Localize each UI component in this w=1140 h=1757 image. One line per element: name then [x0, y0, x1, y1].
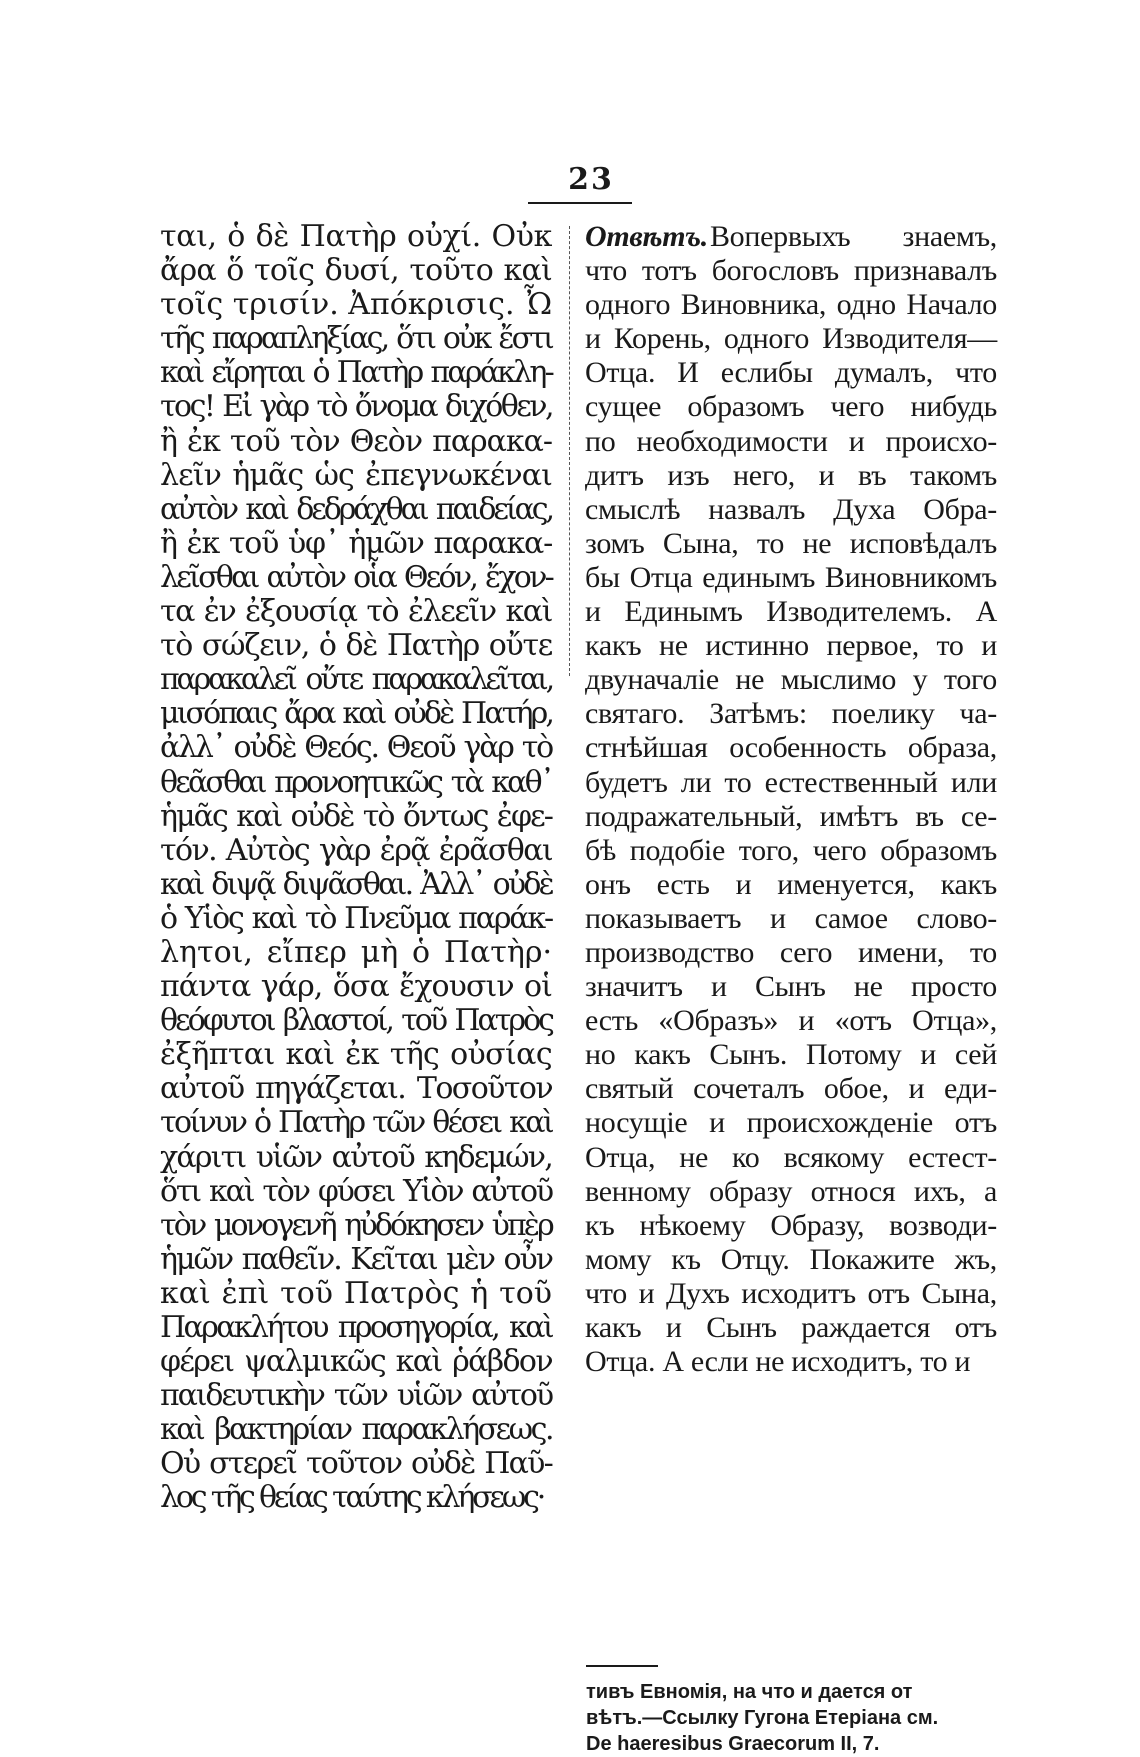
greek-text-line: αὐτοῦ πηγάζεται. Τοσοῦτον — [160, 1071, 552, 1107]
greek-text-line: Οὐ στερεῖ τοῦτον οὐδὲ Παῦ- — [160, 1446, 552, 1482]
greek-text-line: ται, ὁ δὲ Πατὴρ οὐχί. Οὐκ — [160, 219, 552, 254]
greek-text-line: φέρει ψαλμικῶς καὶ ῥάβδον — [160, 1344, 552, 1380]
russian-text-line: онъ есть и именуется, какъ — [585, 867, 997, 901]
greek-text-line: ὅτι καὶ τὸν φύσει Υἱὸν αὐτοῦ — [160, 1173, 552, 1209]
greek-text-line: λεῖσθαι αὐτὸν οἷα Θεόν, ἔχον- — [160, 559, 552, 595]
greek-text-line: λεῖν ἡμᾶς ὡς ἐπεγνωκέναι — [160, 457, 552, 493]
russian-text-line: производство сего имени, то — [585, 935, 997, 969]
greek-text-line: θεόφυτοι βλαστοί, τοῦ Πατρὸς — [160, 1003, 552, 1039]
russian-text-line: Отца. А если не исходитъ, то и — [585, 1345, 971, 1379]
russian-text-line: подражательный, имѣтъ въ се- — [585, 799, 997, 833]
page-number-rule — [528, 202, 632, 204]
russian-text-line: показываетъ и самое слово- — [585, 901, 997, 935]
greek-text-line: Παρακλήτου προσηγορία, καὶ — [160, 1310, 552, 1345]
greek-text-line: πάντα γάρ, ὅσα ἔχουσιν οἱ — [160, 969, 552, 1005]
russian-text-line: но какъ Сынъ. Потому и сей — [585, 1038, 997, 1072]
greek-text-line: τοῖς τρισίν. Ἀπόκρισις. Ὦ — [160, 287, 553, 323]
footnote-text-line: De haeresibus Graecorum II, 7. — [586, 1733, 880, 1755]
russian-text-line: какъ и Сынъ раждается отъ — [585, 1311, 997, 1344]
greek-text-line: ἡμᾶς καὶ οὐδὲ τὸ ὄντως ἐφε- — [160, 798, 552, 834]
greek-text-line: μισόπαις ἄρα καὶ οὐδὲ Πατήρ, — [160, 696, 552, 732]
greek-text-line: τὸν μονογενῆ ηὐδόκησεν ὑπὲρ — [160, 1207, 552, 1243]
greek-text-line: τόν. Αὐτὸς γὰρ ἐρᾷ ἐρᾶσθαι — [160, 832, 552, 868]
greek-text-line: καὶ διψᾷ διψᾶσθαι. Ἀλλ᾽ οὐδὲ — [160, 866, 552, 902]
russian-text-line: бы Отца единымъ Виновникомъ — [585, 560, 997, 594]
greek-text-line: καὶ εἴρηται ὁ Πατὴρ παράκλη- — [160, 355, 552, 391]
russian-text-line: носущіе и происхожденіе отъ — [585, 1106, 997, 1140]
russian-text-line: какъ не истинно первое, то и — [585, 629, 997, 663]
greek-text-line: τοίνυν ὁ Πατὴρ τῶν θέσει καὶ — [160, 1105, 552, 1141]
russian-text-line: есть «Образъ» и «отъ Отца», — [585, 1004, 997, 1038]
greek-text-line: ἡμῶν παθεῖν. Κεῖται μὲν οὖν — [160, 1241, 552, 1277]
greek-text-line: ἢ ἐκ τοῦ ὑφ᾽ ἡμῶν παρακα- — [160, 525, 552, 561]
greek-text-line: θεᾶσθαι προνοητικῶς τὰ καθ᾽ — [160, 764, 552, 800]
right-first-line — [585, 220, 997, 254]
greek-text-line: λος τῆς θείας ταύτης κλήσεως· — [160, 1480, 544, 1516]
russian-text-line: къ нѣкоему Образу, возводи- — [585, 1208, 997, 1242]
right-first-line-rest: Вопервыхъ знаемъ, — [709, 220, 997, 253]
greek-text-line: τος! Εἰ γὰρ τὸ ὄνομα διχόθεν, — [160, 389, 552, 425]
russian-text-line: святый сочеталъ обое, и еди- — [585, 1072, 997, 1106]
russian-text-line: бѣ подобіе того, чего образомъ — [585, 833, 997, 867]
russian-text-line: дитъ изъ него, и въ такомъ — [585, 458, 997, 492]
greek-text-line: παρακαλεῖ οὔτε παρακαλεῖται, — [160, 662, 552, 698]
greek-text-line: ἄρα ὅ τοῖς δυσί, τοῦτο καὶ — [160, 253, 552, 289]
russian-text-line: Отца. И еслибы думалъ, что — [585, 356, 997, 390]
russian-text-line: венному образу относя ихъ, а — [585, 1174, 997, 1208]
answer-lead-word: Отвѣтъ. — [585, 220, 708, 253]
russian-text-line: значитъ и Сынъ не просто — [585, 970, 997, 1004]
greek-text-line: ἀλλ᾽ οὐδὲ Θεός. Θεοῦ γὰρ τὸ — [160, 730, 552, 766]
russian-text-line: будетъ ли то естественный или — [585, 765, 997, 799]
greek-text-line: ἐξῆπται καὶ ἐκ τῆς οὐσίας — [160, 1037, 552, 1073]
russian-text-line: Отца, не ко всякому естест- — [585, 1140, 997, 1174]
russian-text-line: смыслѣ назвалъ Духа Обра- — [585, 492, 997, 526]
russian-text-line: и Корень, одного Изводителя— — [585, 322, 997, 356]
column-divider — [569, 226, 570, 676]
footnote-text-line: тивъ Евномія, на что и дается от — [586, 1681, 913, 1703]
greek-text-line: παιδευτικὴν τῶν υἱῶν αὐτοῦ — [160, 1378, 552, 1414]
page-number: 23 — [568, 162, 614, 197]
greek-text-line: ἢ ἐκ τοῦ τὸν Θεὸν παρακα- — [160, 423, 552, 459]
russian-text-line: одного Виновника, одно Начало — [585, 288, 997, 322]
greek-text-line: αὐτὸν καὶ δεδράχθαι παιδείας, — [160, 491, 552, 527]
russian-text-line: и Единымъ Изводителемъ. А — [585, 595, 997, 629]
russian-text-column — [585, 220, 997, 1379]
greek-text-line: λητοι, εἴπερ μὴ ὁ Πατὴρ· — [160, 934, 552, 970]
footnote-text-line: вѣтъ.—Ссылку Гугона Етеріана см. — [586, 1707, 939, 1729]
russian-text-line: сущее образомъ чего нибудь — [585, 390, 997, 424]
greek-text-line: τὸ σώζειν, ὁ δὲ Πατὴρ οὔτε — [160, 628, 552, 664]
footnote — [586, 1679, 996, 1757]
greek-text-line: τῆς παραπληξίας, ὅτι οὐκ ἔστι — [160, 321, 552, 357]
greek-text-line: καὶ βακτηρίαν παρακλήσεως. — [160, 1412, 552, 1448]
russian-text-line: стнѣйшая особенность образа, — [585, 731, 997, 765]
russian-text-line: зомъ Сына, то не исповѣдалъ — [585, 526, 997, 560]
footnote-rule — [586, 1665, 658, 1667]
russian-text-line: по необходимости и происхо- — [585, 424, 997, 458]
russian-text-line: святаго. Затѣмъ: поелику ча- — [585, 697, 997, 731]
greek-text-line: χάριτι υἱῶν αὐτοῦ κηδεμών, — [160, 1139, 552, 1175]
russian-text-line: что тотъ богословъ признавалъ — [585, 254, 997, 288]
russian-text-line: двуначаліе не мыслимо у того — [585, 663, 997, 697]
greek-text-line: τα ἐν ἐξουσίᾳ τὸ ἐλεεῖν καὶ — [160, 594, 552, 630]
greek-text-line: ὁ Υἱὸς καὶ τὸ Πνεῦμα παράκ- — [160, 900, 552, 936]
russian-text-line: что и Духъ исходитъ отъ Сына, — [585, 1276, 997, 1310]
greek-text-column — [160, 220, 552, 1516]
russian-text-line: мому къ Отцу. Покажите жъ, — [585, 1242, 997, 1276]
greek-text-line: καὶ ἐπὶ τοῦ Πατρὸς ἡ τοῦ — [160, 1275, 552, 1311]
